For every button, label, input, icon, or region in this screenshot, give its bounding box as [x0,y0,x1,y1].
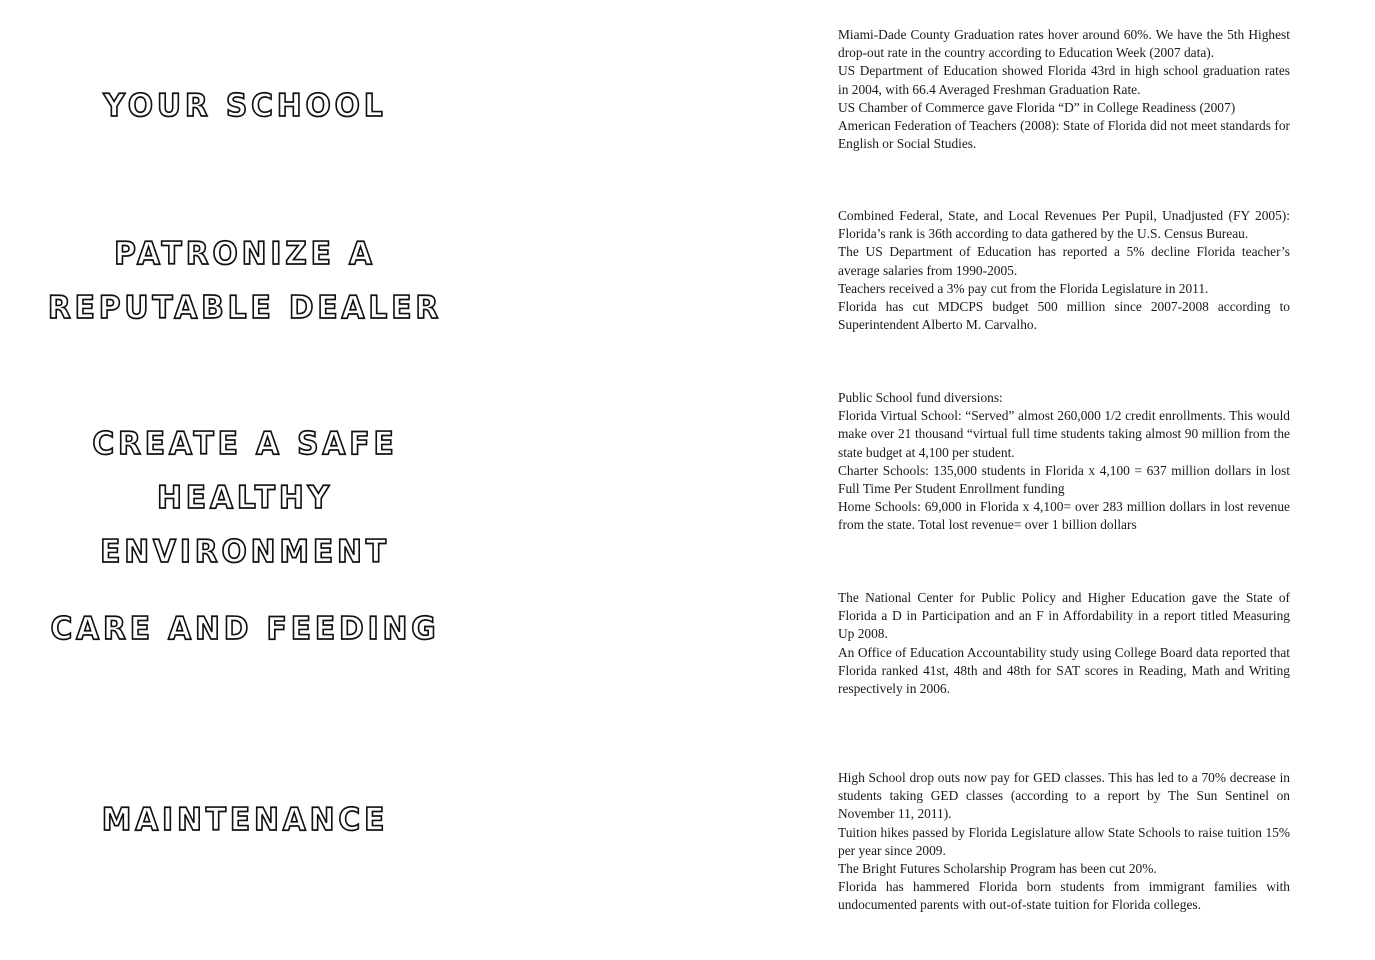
paragraph: Tuition hikes passed by Florida Legislature allow State Schools to raise tuition 15% per year since 2009. [838,824,1290,858]
paragraph-block-graduation-rates [838,26,1290,153]
paragraph: US Department of Education showed Florida 43rd in high school graduation rates in 2004, with 66.4 Averaged Freshman Graduation Rate. [838,63,1290,97]
heading-line: PATRONIZE A [114,236,376,272]
paragraph: Combined Federal, State, and Local Revenues Per Pupil, Unadjusted (FY 2005): Florida’s rank is 36th according to data gathered by the U.S. Census Bureau. [838,208,1290,242]
paragraph: Public School fund diversions: [838,390,1003,405]
paragraph: Miami-Dade County Graduation rates hover around 60%. We have the 5th Highest drop-out rate in the country according to Education Week (2007 data). [838,27,1290,61]
paragraph: US Chamber of Commerce gave Florida “D” in College Readiness (2007) [838,99,1236,115]
heading-line: REPUTABLE DEALER [47,289,443,326]
paragraph-block-ged-tuition [838,769,1290,915]
paragraph-block-revenues [838,207,1290,334]
heading-line: MAINTENANCE [101,802,389,838]
paragraph: Florida has hammered Florida born students from immigrant families with undocumented parents with out-of-state tuition for Florida colleges. [838,879,1290,913]
right-page [838,0,1290,960]
heading-your-school [29,80,461,134]
paragraph: The National Center for Public Policy and Higher Education gave the State of Florida a D in Participation and an F in Affordability in a report titled Measuring Up 2008. [838,590,1290,642]
heading-maintenance [29,794,461,848]
paragraph: The US Department of Education has reported a 5% decline Florida teacher’s average salaries from 1990-2005. [838,244,1290,278]
paragraph: Florida Virtual School: “Served” almost 260,000 1/2 credit enrollments. This would make over 21 thousand “virtual full time students taking almost 90 million from the state budget at 4,100 per student. [838,408,1290,460]
paragraph: Home Schools: 69,000 in Florida x 4,100= over 283 million dollars in lost revenue from the state. Total lost revenue= over 1 billion dollars [838,499,1290,533]
paragraph-block-fund-diversions [838,389,1290,535]
paragraph: An Office of Education Accountability study using College Board data reported that Florida ranked 41st, 48th and 48th for SAT scores in Reading, Math and Writing respectively in 2006. [838,644,1290,697]
heading-line: YOUR SCHOOL [103,88,387,124]
heading-safe-environment [29,418,461,580]
paragraph: The Bright Futures Scholarship Program has been cut 20%. [838,861,1157,877]
paragraph: Teachers received a 3% pay cut from the Florida Legislature in 2011. [838,280,1209,296]
heading-line: CREATE A SAFE [92,426,398,462]
heading-line: CARE AND FEEDING [50,611,440,647]
heading-care-feeding [29,603,461,657]
paragraph: American Federation of Teachers (2008): State of Florida did not meet standards for English or Social Studies. [838,118,1290,152]
heading-patronize-dealer [29,228,461,336]
paragraph: High School drop outs now pay for GED classes. This has led to a 70% decrease in students taking GED classes (according to a report by The Sun Sentinel on November 11, 2011). [838,770,1290,822]
paragraph: Florida has cut MDCPS budget 500 million since 2007-2008 according to Superintendent Alberto M. Carvalho. [838,299,1290,333]
heading-line: HEALTHY ENVIRONMENT [100,479,390,570]
left-page [0,0,500,960]
paragraph-block-higher-education [838,589,1290,698]
paragraph: Charter Schools: 135,000 students in Florida x 4,100 = 637 million dollars in lost Full Time Per Student Enrollment funding [838,462,1290,497]
